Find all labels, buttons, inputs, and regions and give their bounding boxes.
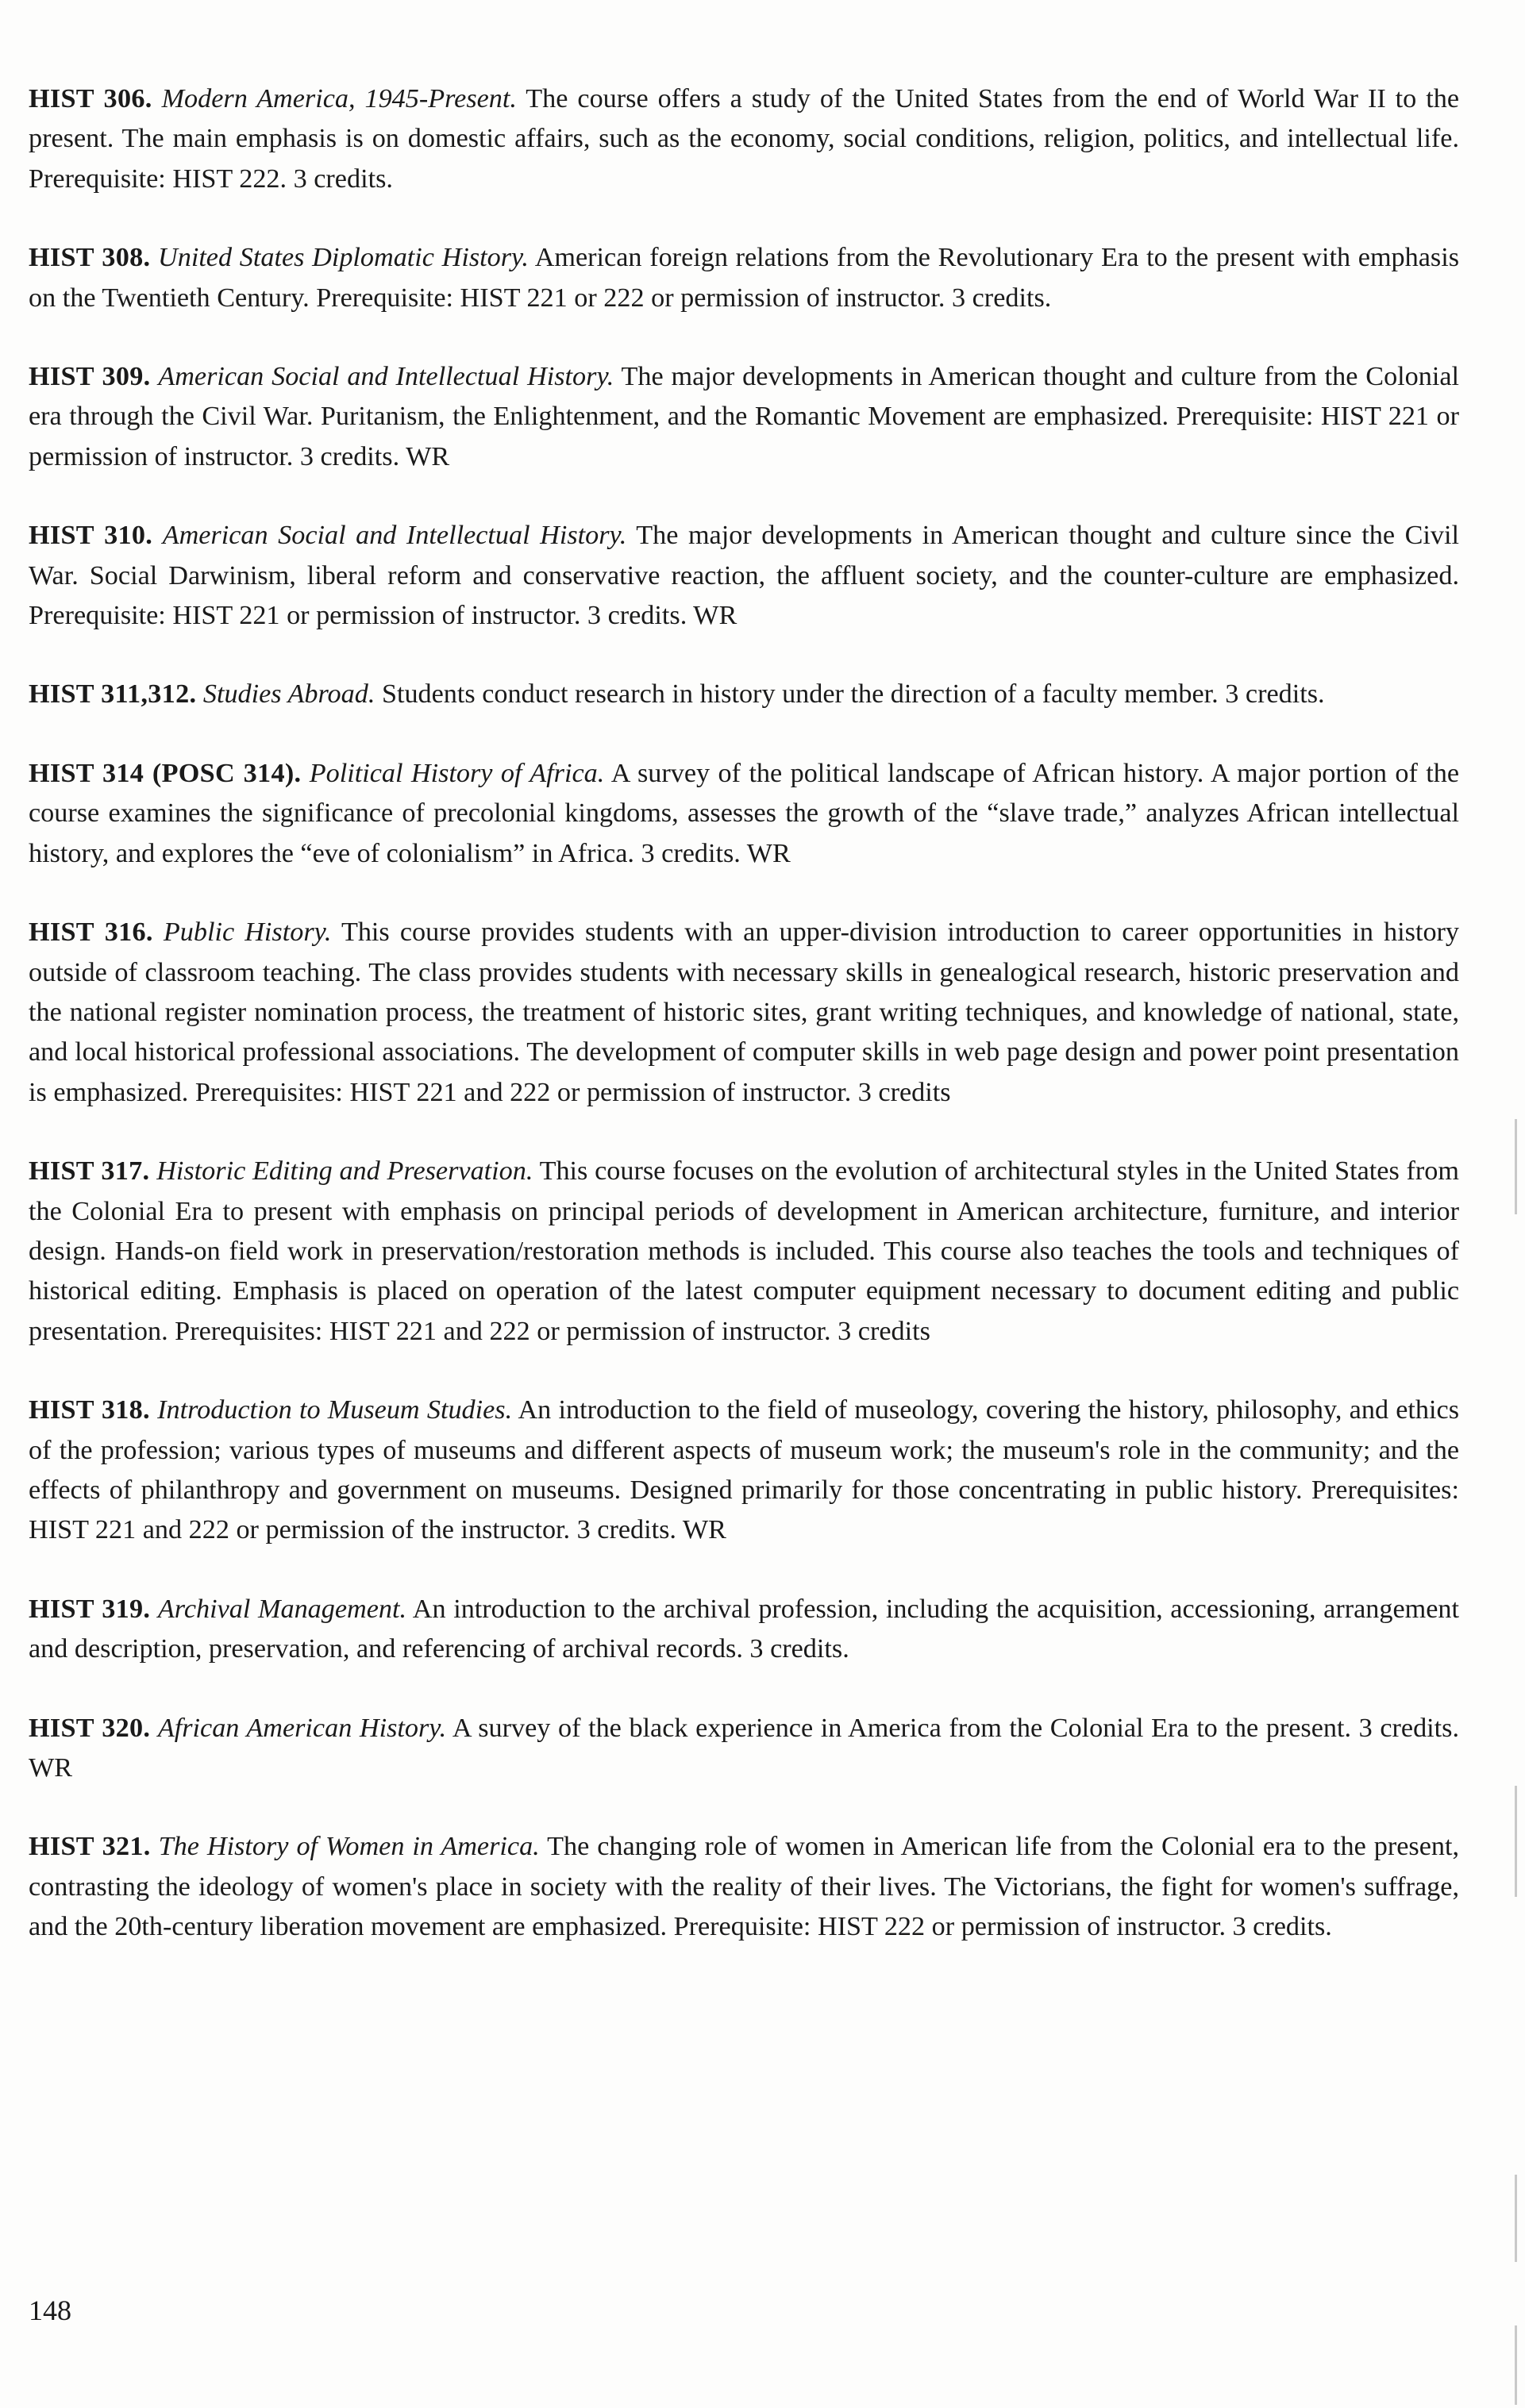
course-title: American Social and Intellectual History. bbox=[162, 521, 627, 551]
course-entry bbox=[29, 754, 1459, 874]
course-title: Political History of Africa. bbox=[309, 758, 605, 788]
course-list bbox=[29, 79, 1459, 1987]
course-title: United States Diplomatic History. bbox=[158, 243, 529, 273]
course-entry bbox=[29, 238, 1459, 318]
course-entry bbox=[29, 1709, 1459, 1789]
course-description: A survey of the black experience in America from the Colonial Era to the present. 3 credits. WR bbox=[29, 1713, 1460, 1783]
scan-artifact bbox=[1515, 2175, 1517, 2262]
course-code: HIST 314 (POSC 314). bbox=[29, 758, 302, 788]
course-code: HIST 320. bbox=[29, 1713, 151, 1743]
course-description: The major developments in American thought and culture from the Colonial era through the Civil War. Puritanism, the Enlightenment, and the Romantic Movement are emphasized. Prerequisite: HIST 221 or permission of instructor. 3 credits. WR bbox=[29, 362, 1460, 471]
course-entry bbox=[29, 357, 1459, 477]
course-code: HIST 309. bbox=[29, 362, 151, 392]
course-title: Modern America, 1945-Present. bbox=[161, 84, 517, 113]
course-title: The History of Women in America. bbox=[158, 1832, 540, 1862]
course-code: HIST 311,312. bbox=[29, 679, 197, 710]
course-description: The major developments in American thought and culture since the Civil War. Social Darwinism, liberal reform and conservative reaction, the affluent society, and the counter-culture are emphasized. Prerequisite: HIST 221 or permission of instructor. 3 credits. WR bbox=[29, 521, 1459, 631]
course-code: HIST 306. bbox=[29, 84, 152, 113]
course-title: Archival Management. bbox=[157, 1594, 407, 1624]
course-entry bbox=[29, 79, 1459, 199]
course-title: Studies Abroad. bbox=[202, 679, 375, 710]
page-number: 148 bbox=[29, 2295, 71, 2326]
course-title: Public History. bbox=[163, 917, 332, 948]
course-description: An introduction to the archival profession, including the acquisition, accessioning, arrangement and description, preservation, and referencing of archival records. 3 credits. bbox=[29, 1594, 1460, 1664]
course-entry bbox=[29, 675, 1459, 714]
scan-artifact bbox=[1515, 1786, 1517, 1897]
course-description: This course provides students with an upper-division introduction to career opportunities in history outside of classroom teaching. The class provides students with necessary skills in genealogical research, historic preservation and the national register nomination process, the treatment of historic sites, grant writing techniques, and knowledge of national, state, and local historical professional associations. The development of computer skills in web page design and power point presentation is emphasized. Prerequisites: HIST 221 and 222 or permission of instructor. 3 credits bbox=[29, 917, 1460, 1107]
course-description: The changing role of women in American life from the Colonial era to the present, contrasting the ideology of women's place in society with the reality of their lives. The Victorians, the fight for women's suffrage, and the 20th-century liberation movement are emphasized. Prerequisite: HIST 222 or permission of instructor. 3 credits. bbox=[29, 1832, 1460, 1942]
course-title: Historic Editing and Preservation. bbox=[156, 1156, 533, 1187]
course-entry bbox=[29, 1152, 1459, 1352]
course-entry bbox=[29, 516, 1459, 636]
course-title: Introduction to Museum Studies. bbox=[157, 1395, 513, 1425]
course-description: The course offers a study of the United States from the end of World War II to the present. The main emphasis is on domestic affairs, such as the economy, social conditions, religion, politics, and intellectual life. Prerequisite: HIST 222. 3 credits. bbox=[29, 84, 1459, 194]
course-description: An introduction to the field of museology, covering the history, philosophy, and ethics of the profession; various types of museums and different aspects of museum work; the museum's role in the community; and the effects of philanthropy and government on museums. Designed primarily for those concentrating in public history. Prerequisites: HIST 221 and 222 or permission of the instructor. 3 credits. WR bbox=[29, 1395, 1460, 1545]
course-description: Students conduct research in history under the direction of a faculty member. 3 credits. bbox=[375, 679, 1325, 710]
course-description: American foreign relations from the Revolutionary Era to the present with emphasis on the Twentieth Century. Prerequisite: HIST 221 or 222 or permission of instructor. 3 credits. bbox=[29, 243, 1459, 313]
course-code: HIST 317. bbox=[29, 1156, 150, 1187]
course-code: HIST 310. bbox=[29, 521, 153, 551]
course-description: A survey of the political landscape of African history. A major portion of the course examines the significance of precolonial kingdoms, assesses the growth of the “slave trade,” analyzes African intellectual history, and explores the “eve of colonialism” in Africa. 3 credits. WR bbox=[29, 758, 1460, 868]
course-code: HIST 308. bbox=[29, 243, 151, 273]
course-code: HIST 316. bbox=[29, 917, 153, 948]
course-description: This course focuses on the evolution of architectural styles in the United States from the Colonial Era to present with emphasis on principal periods of development in American architecture, furniture, and interior design. Hands-on field work in preservation/restoration methods is included. This course also teaches the tools and techniques of historical editing. Emphasis is placed on operation of the latest computer equipment necessary to document editing and public presentation. Prerequisites: HIST 221 and 222 or permission of instructor. 3 credits bbox=[29, 1156, 1459, 1346]
scan-artifact bbox=[1515, 1119, 1517, 1214]
course-title: American Social and Intellectual History. bbox=[158, 362, 614, 392]
course-entry bbox=[29, 1590, 1459, 1670]
scan-artifact bbox=[1515, 2325, 1517, 2405]
course-entry bbox=[29, 1391, 1459, 1551]
course-code: HIST 319. bbox=[29, 1594, 151, 1624]
course-code: HIST 318. bbox=[29, 1395, 150, 1425]
course-entry bbox=[29, 1827, 1459, 1947]
course-title: African American History. bbox=[157, 1713, 447, 1743]
course-entry bbox=[29, 913, 1459, 1113]
course-code: HIST 321. bbox=[29, 1832, 151, 1862]
